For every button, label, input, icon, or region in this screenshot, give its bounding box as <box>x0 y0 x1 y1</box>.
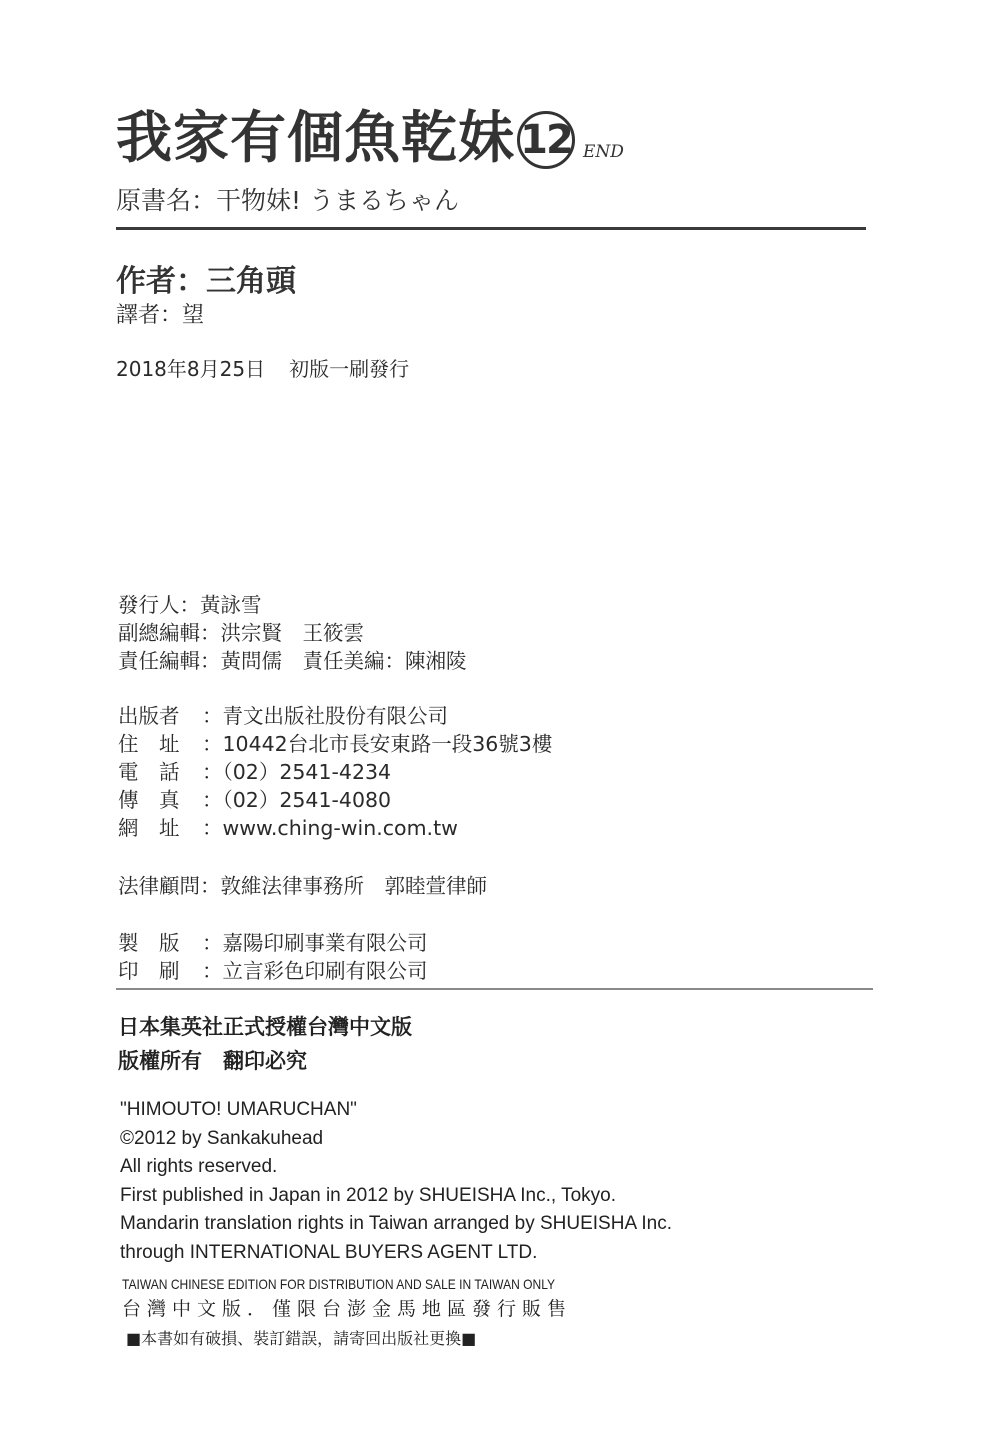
copyright-line: ©2012 by Sankakuhead <box>120 1127 324 1149</box>
license-statement <box>118 1010 412 1078</box>
printer-label: 印 刷 <box>118 959 180 983</box>
rights-line: 版權所有 翻印必究 <box>118 1048 307 1073</box>
copyright-line: All rights reserved. <box>120 1156 278 1177</box>
license-line: 日本集英社正式授權台灣中文版 <box>118 1014 412 1039</box>
publisher-info <box>118 702 552 842</box>
book-title-text: 我家有個魚乾妹 <box>116 106 515 171</box>
damage-notice: ■本書如有破損、裝訂錯誤，請寄回出版社更換■ <box>126 1329 477 1348</box>
website-label: 網 址 <box>118 816 180 840</box>
staff-value: 洪宗賢 王筱雲 <box>220 621 364 645</box>
edition-printing: 初版一刷發行 <box>289 357 410 381</box>
fax-value: （02）2541-4080 <box>222 788 392 812</box>
edition-date: 2018年8月25日 <box>116 357 266 381</box>
author-label: 作者： <box>116 264 206 299</box>
staff-value: 黃詠雪 <box>200 593 262 617</box>
printer-row: 印 刷 ：立言彩色印刷有限公司 <box>118 959 428 983</box>
publisher-label: 出版者 <box>118 704 180 728</box>
address-row: 住 址 ：10442台北市長安東路一段36號3樓 <box>118 732 553 756</box>
translator-label: 譯者： <box>116 303 183 328</box>
fax-row: 傳 真 ：（02）2541-4080 <box>118 788 392 812</box>
phone-row: 電 話 ：（02）2541-4234 <box>118 760 392 784</box>
printer-value: 立言彩色印刷有限公司 <box>222 959 428 983</box>
staff-label: 發行人： <box>118 593 200 617</box>
original-title <box>116 181 459 217</box>
platemaking-row: 製 版 ：嘉陽印刷事業有限公司 <box>118 931 428 955</box>
website-row: 網 址 ：www.ching-win.com.tw <box>118 816 458 840</box>
phone-label: 電 話 <box>118 760 180 784</box>
staff-row <box>118 647 467 675</box>
author-name: 三角頭 <box>206 264 296 299</box>
legal-counsel: 法律顧問：敦維法律事務所 郭睦萱律師 <box>118 874 487 898</box>
copyright-line: through INTERNATIONAL BUYERS AGENT LTD. <box>120 1241 538 1263</box>
copyright-line: "HIMOUTO! UMARUCHAN" <box>120 1099 357 1120</box>
platemaking-label: 製 版 <box>118 931 180 955</box>
english-copyright <box>120 1096 672 1267</box>
staff-label: 責任編輯： <box>118 649 221 673</box>
end-mark: END <box>583 142 624 162</box>
publisher-row: 出版者 ：青文出版社股份有限公司 <box>118 704 448 728</box>
translator-name: 望 <box>182 303 205 328</box>
book-title <box>116 104 624 187</box>
translator-line <box>116 298 204 329</box>
address-label: 住 址 <box>118 732 180 756</box>
copyright-line: First published in Japan in 2012 by SHUEISHA Inc., Tokyo. <box>120 1184 617 1206</box>
staff-row <box>118 619 467 647</box>
license-divider <box>116 988 873 990</box>
original-title-value: 干物妹! うまるちゃん <box>216 186 459 215</box>
website-link[interactable]: www.ching-win.com.tw <box>222 816 458 840</box>
author-line <box>116 256 296 300</box>
original-title-label: 原書名： <box>116 186 217 215</box>
platemaking-value: 嘉陽印刷事業有限公司 <box>222 931 428 955</box>
printing-info <box>118 929 428 985</box>
legal-value: 敦維法律事務所 郭睦萱律師 <box>220 874 487 898</box>
staff-label: 副總編輯： <box>118 621 221 645</box>
header-divider <box>116 227 866 230</box>
address-value: 10442台北市長安東路一段36號3樓 <box>222 732 553 756</box>
volume-number-badge: 12 <box>517 111 575 169</box>
publisher-value: 青文出版社股份有限公司 <box>222 704 448 728</box>
distribution-chinese: 台灣中文版．僅限台澎金馬地區發行販售 <box>122 1298 573 1320</box>
staff-value: 黃問儒 責任美編：陳湘陵 <box>220 649 467 673</box>
legal-label: 法律顧問 <box>118 874 200 898</box>
staff-credits <box>118 591 467 675</box>
staff-row <box>118 591 467 619</box>
copyright-line: Mandarin translation rights in Taiwan arranged by SHUEISHA Inc. <box>120 1213 672 1234</box>
phone-value: （02）2541-4234 <box>222 760 392 784</box>
edition-line <box>116 353 409 382</box>
distribution-english: TAIWAN CHINESE EDITION FOR DISTRIBUTION AND SALE IN TAIWAN ONLY <box>122 1276 556 1292</box>
fax-label: 傳 真 <box>118 788 180 812</box>
